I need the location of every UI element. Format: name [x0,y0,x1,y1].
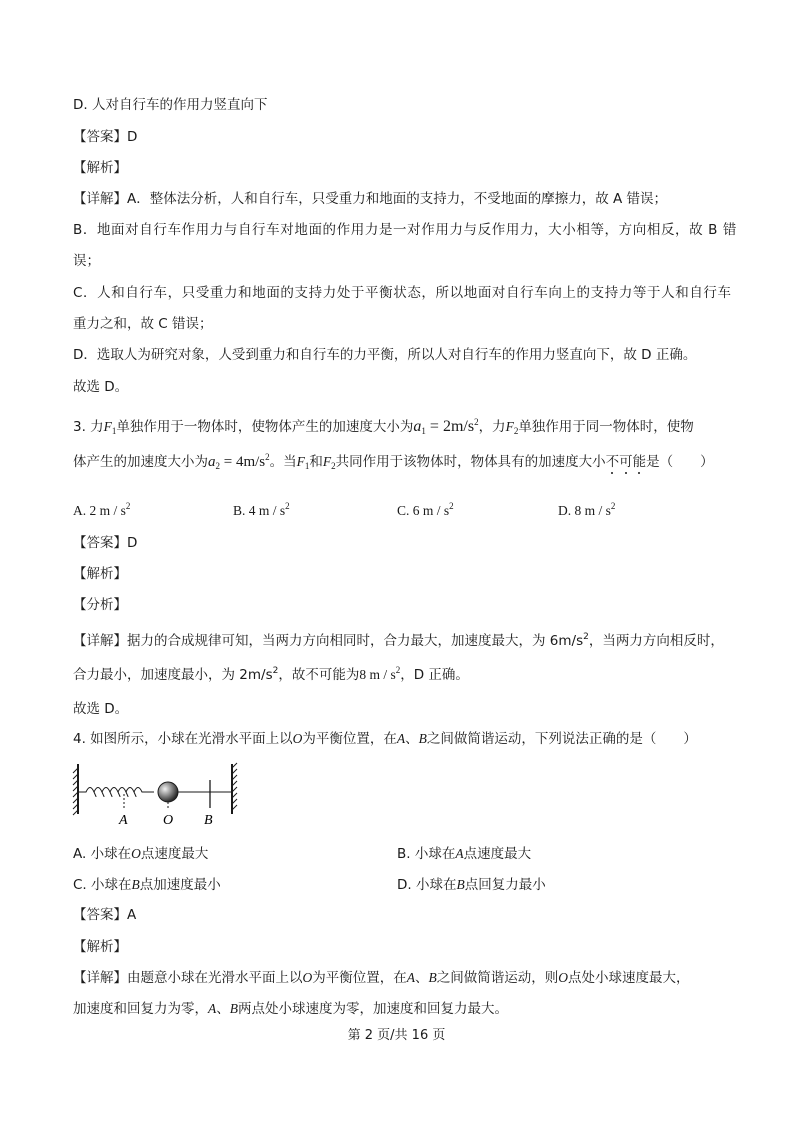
q4-option-a: A. 小球在O点速度最大 [73,846,209,862]
q3-analysis-label: 【解析】 [73,566,127,582]
q4-option-c: C. 小球在B点加速度最小 [73,877,221,893]
spring-oscillator-figure [72,762,242,830]
analysis-label: 【解析】 [73,160,127,176]
q3-option-d: D. 8 m / $s^2$ [558,501,616,518]
q4-analysis-label: 【解析】 [73,939,127,955]
point-a-label: A [119,813,128,828]
q3-option-c: C. 6 m / $s^2$ [397,501,454,518]
option-d-text: D. 人对自行车的作用力竖直向下 [73,97,268,113]
q3-stem-line2: 体产生的加速度大小为$a_2 = 4m/s^2$。当$F_1$和$F_2$共同作用于该物体时，物体具有的加速度大小不可能是（ ） [73,452,714,471]
page-footer: 第 2 页/共 16 页 [347,1028,446,1043]
answer-label: 【答案】D [73,129,138,145]
detail-line: 【详解】A．整体法分析，人和自行车，只受重力和地面的支持力，不受地面的摩擦力，故 A 错误； [73,191,668,207]
q4-option-b: B. 小球在A点速度最大 [397,846,532,862]
q3-detail-line2: 合力最小，加速度最小，为 $2m/s^2$，故不可能为8 m / $s^2$，D 正确。 [73,665,469,683]
q4-stem: 4. 如图所示，小球在光滑水平面上以O为平衡位置，在A、B之间做简谐运动，下列说法正确的是（ ） [73,731,697,747]
detail-line: D．选取人为研究对象，人受到重力和自行车的力平衡，所以人对自行车的作用力竖直向下，故 D 正确。 [73,347,697,363]
point-o-label: O [163,813,174,828]
detail-line: B．地面对自行车作用力与自行车对地面的作用力是一对作用力与反作用力，大小相等，方向相反，故 B 错 [73,222,738,238]
q3-detail-line1: 【详解】据力的合成规律可知，当两力方向相同时，合力最大，加速度最大，为 $6m/s^2$，当两力方向相反时， [73,632,724,649]
q3-option-a: A. 2 m / $s^2$ [73,501,131,518]
q4-detail-line2: 加速度和回复力为零，A、B两点处小球速度为零，加速度和回复力最大。 [73,1001,508,1017]
point-b-label: B [204,813,213,828]
q3-fenxi-label: 【分析】 [73,597,127,613]
choice-line: 故选 D。 [73,379,129,395]
q3-choice: 故选 D。 [73,701,129,717]
q3-option-b: B. 4 m / $s^2$ [233,501,290,518]
detail-line: 重力之和，故 C 错误； [73,316,213,332]
q4-option-d: D. 小球在B点回复力最小 [397,877,546,893]
q3-stem-line1: 3. 力$F_1$单独作用于一物体时，使物体产生的加速度大小为$a_1 = 2m/s^2$，力$F_2$单独作用于同一物体时，使物 [73,417,694,436]
detail-line: 误； [73,253,100,269]
q4-detail-line1: 【详解】由题意小球在光滑水平面上以O为平衡位置，在A、B之间做简谐运动，则O点处小球速度最大， [73,970,690,986]
q3-answer: 【答案】D [73,535,138,551]
detail-line: C．人和自行车，只受重力和地面的支持力处于平衡状态，所以地面对自行车向上的支持力等于人和自行车 [73,285,732,301]
q4-answer: 【答案】A [73,907,137,923]
